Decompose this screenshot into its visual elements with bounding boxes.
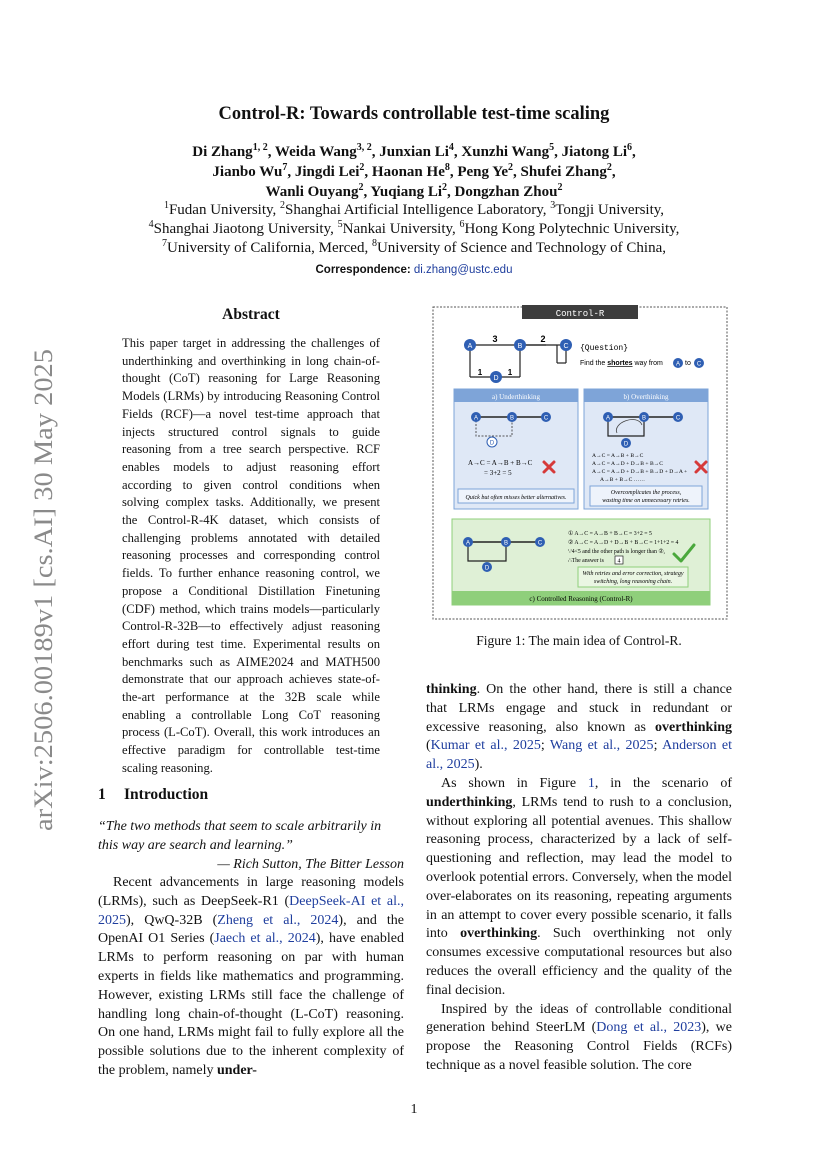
arxiv-id: arXiv:2506.00189v1 [cs.AI] 30 May 2025 <box>29 390 58 831</box>
author-affiliation-number: 2 <box>359 162 365 173</box>
svg-text:4: 4 <box>617 558 621 565</box>
affiliation-name: University of Science and Technology of China <box>376 240 663 256</box>
paper-title: Control-R: Towards controllable test-time scaling <box>218 104 610 124</box>
epigraph-attribution: — Rich Sutton, The Bitter Lesson <box>217 857 404 872</box>
svg-text:C: C <box>543 415 549 422</box>
author-affiliation-number: 2 <box>442 182 447 193</box>
author-name: Dongzhan Zhou <box>454 184 558 200</box>
affiliation-name: Shanghai Jiaotong University <box>153 221 331 237</box>
author-name: Junxian Li <box>379 144 449 160</box>
page-number: 1 <box>410 1102 418 1117</box>
svg-text:wasting time on unnecessary re: wasting time on unnecessary retries. <box>602 498 690 504</box>
epigraph <box>98 817 404 874</box>
intro-paragraph: As shown in Figure 1, in the scenario of underthinking, LRMs tend to rush to a conclusion, without exploring all potential avenues. This shallow reasoning process, characterized by a lack of self-questioning and reflection, may lead the model to overlook potential errors. Conversely, when the model over-elaborates on its reasoning, repeating arguments in an attempt to cover every possible scenario, it falls into overthinking. Such overthinking not only consumes excessive computational resources but also reduces the overall efficiency and the quality of the final decision. <box>426 775 733 998</box>
author-affiliation-number: 2 <box>557 182 563 193</box>
svg-text:A: A <box>465 540 471 547</box>
affiliation-line-2: $^4$Shanghai Jiaotong University, $^5$Nankai University, $^6$Hong Kong Polytechnic University, <box>148 219 680 237</box>
svg-text:D: D <box>623 441 629 448</box>
author-affiliation-number: 6 <box>627 142 633 153</box>
svg-text:C: C <box>537 540 543 547</box>
affiliation-name: University of California, Merced <box>167 240 365 256</box>
question-text: Find the shortes way from <box>580 360 663 367</box>
svg-text:1: 1 <box>477 368 483 377</box>
correspondence-label: Correspondence: <box>315 264 411 276</box>
svg-text:A→C = A→B + B→C: A→C = A→B + B→C <box>592 453 644 459</box>
author-name: Weida Wang <box>274 144 357 160</box>
svg-text:∴The answer is: ∴The answer is <box>568 558 604 564</box>
author-affiliation-number: 2 <box>358 182 364 193</box>
figure-1 <box>432 305 728 621</box>
author-name: Jiatong Li <box>561 144 628 160</box>
figure-ref-link[interactable]: 1 <box>587 775 595 791</box>
svg-text:C: C <box>563 343 569 350</box>
panel-b-title: b) Overthinking <box>623 393 669 401</box>
svg-text:2: 2 <box>540 334 546 344</box>
affiliation-name: Tongji University <box>555 202 661 218</box>
svg-text:A: A <box>467 343 473 350</box>
svg-text:A→C = A→B + B→C: A→C = A→B + B→C <box>468 459 533 467</box>
affiliation-number: 3 <box>550 200 556 211</box>
citation-link[interactable]: Jaech et al., 2024 <box>214 931 316 947</box>
author-list <box>100 142 728 202</box>
svg-text:A: A <box>473 415 479 422</box>
author-name: Haonan He <box>371 164 445 180</box>
author-affiliation-number: 2 <box>606 162 612 173</box>
author-affiliation-number: 2 <box>508 162 514 173</box>
figure-caption: Figure 1: The main idea of Control-R. <box>476 633 682 648</box>
author-name: Jingdi Lei <box>294 164 360 180</box>
svg-text:C: C <box>675 415 681 422</box>
svg-text:C: C <box>696 361 702 368</box>
svg-text:D: D <box>484 565 490 572</box>
svg-text:B: B <box>503 540 509 547</box>
author-affiliation-number: 4 <box>448 142 454 153</box>
author-name: Xunzhi Wang <box>461 144 550 160</box>
affiliation-name: Nankai University <box>342 221 453 237</box>
author-affiliation-number: 3, 2 <box>356 142 372 153</box>
author-name: Shufei Zhang <box>520 164 607 180</box>
svg-text:D: D <box>493 375 499 382</box>
section-title: Introduction <box>124 786 209 803</box>
correspondence-email[interactable]: di.zhang@ustc.edu <box>413 264 513 276</box>
svg-text:A: A <box>675 361 681 368</box>
affiliation-line-3: $^7$University of California, Merced, $^8$University of Science and Technology of China, <box>162 238 666 256</box>
svg-text:3: 3 <box>492 334 498 344</box>
panel-a-title: a) Underthinking <box>491 393 541 401</box>
panel-a-note: Quick but often misses better alternatives. <box>465 495 567 501</box>
svg-text:D: D <box>489 440 495 447</box>
svg-text:to: to <box>685 360 691 367</box>
affiliation-line-1: $^1$Fudan University, $^2$Shanghai Artificial Intelligence Laboratory, $^3$Tongji University, <box>163 200 665 218</box>
svg-text:With retries and error correct: With retries and error correction, strategy <box>582 571 684 577</box>
figure-header-text: Control-R <box>555 309 605 319</box>
panel-c-title: c) Controlled Reasoning (Control-R) <box>529 595 633 603</box>
citation-link[interactable]: Zheng et al., 2024 <box>217 912 339 928</box>
citation-link[interactable]: Dong et al., 2023 <box>596 1020 702 1036</box>
svg-text:A→C = A→D + D→B + B→C: A→C = A→D + D→B + B→C <box>592 461 664 467</box>
affiliation-number: 4 <box>148 219 154 230</box>
svg-text:A: A <box>605 415 611 422</box>
citation-link[interactable]: Wang et al., 2025 <box>549 738 654 754</box>
intro-paragraph: thinking. On the other hand, there is still a chance that LRMs engage and stuck in redundant or excessive reasoning, also known as overthinking (Kumar et al., 2025; Wang et al., 2025; Anderson et al., 2025). <box>426 682 732 773</box>
svg-text:= 3+2 = 5: = 3+2 = 5 <box>484 469 512 477</box>
author-line-3: Wanli Ouyang$^2$, Yuqiang Li$^2$, Dongzhan Zhou$^2$ <box>265 182 563 200</box>
arxiv-watermark <box>6 345 72 835</box>
affiliation-name: Shanghai Artificial Intelligence Laboratory <box>285 202 543 218</box>
intro-paragraph: Inspired by the ideas of controllable conditional generation behind SteerLM (Dong et al., 2023), we propose the Reasoning Control Fields (RCFs) technique as a novel feasible solution. The core <box>426 1001 732 1073</box>
affiliation-number: 6 <box>459 219 465 230</box>
author-name: Yuqiang Li <box>370 184 442 200</box>
svg-text:② A→C = A→D + D→B + B→C = 1+1+: ② A→C = A→D + D→B + B→C = 1+1+2 = 4 <box>568 540 679 546</box>
author-line-2: Jianbo Wu$^7$, Jingdi Lei$^2$, Haonan He$^8$, Peng Ye$^2$, Shufei Zhang$^2$, <box>212 162 616 180</box>
svg-text:∵4<5 and the other path is lon: ∵4<5 and the other path is longer than ②, <box>568 549 665 555</box>
citation-link[interactable]: Kumar et al., 2025 <box>430 738 541 754</box>
svg-text:B: B <box>641 415 647 422</box>
abstract-text: This paper target in addressing the challenges of underthinking and overthinking in long chain-of-thought (CoT) reasoning for Large Reasoning Models (LRMs) by introducing Reasoning Control Fields (RCF)—a novel test-time approach that injects structured control signals to guide reasoning from a tree search perspective. RCF enables models to adjust reasoning effort according to given control conditions when solving complex tasks. Additionally, we present the Control-R-4K dataset, which consists of challenging problems annotated with detailed reasoning processes and corresponding control fields. To further enhance reasoning control, we propose a Conditional Distillation Finetuning (CDF) method, which trains models—particularly Control-R-32B—to effectively adjust reasoning effort during test time. Experimental results on benchmarks such as AIME2024 and MATH500 demonstrate that our approach achieves state-of-the-art performance at the 32B scale while enabling a controllable Long CoT reasoning process (L-CoT). Overall, this work introduces an effective paradigm for controllable test-time scaling reasoning. <box>122 336 380 775</box>
svg-text:switching, long reasoning chai: switching, long reasoning chain. <box>593 579 673 585</box>
svg-text:B: B <box>509 415 515 422</box>
affiliation-number: 7 <box>162 238 167 249</box>
citation-link[interactable]: DeepSeek-AI et al., 2025 <box>98 893 404 928</box>
svg-text:Overcomplicates the process,: Overcomplicates the process, <box>610 490 682 496</box>
author-name: Peng Ye <box>457 164 509 180</box>
svg-text:B: B <box>517 343 523 350</box>
abstract-heading: Abstract <box>222 306 280 323</box>
intro-right-column <box>426 681 732 1076</box>
correspondence <box>0 262 828 277</box>
svg-text:① A→C = A→B + B→C = 3+2 = 5: ① A→C = A→B + B→C = 3+2 = 5 <box>568 531 652 537</box>
svg-text:A→C = A→D + D→B + B→D + D→A +: A→C = A→D + D→B + B→D + D→A + <box>592 469 688 475</box>
author-affiliation-number: 1, 2 <box>252 142 268 153</box>
affiliation-list <box>60 201 768 258</box>
author-name: Jianbo Wu <box>212 164 283 180</box>
author-affiliation-number: 7 <box>282 162 288 173</box>
author-affiliation-number: 5 <box>549 142 555 153</box>
affiliation-name: Hong Kong Polytechnic University <box>464 221 676 237</box>
affiliation-number: 8 <box>371 238 377 249</box>
epigraph-text: “The two methods that seem to scale arbitrarily in this way are search and learning.” <box>98 819 382 853</box>
affiliation-number: 2 <box>280 200 286 211</box>
intro-paragraph: Recent advancements in large reasoning models (LRMs), such as DeepSeek-R1 (DeepSeek-AI et al., 2025), QwQ-32B (Zheng et al., 2024), and the OpenAI O1 Series (Jaech et al., 2024), have enabled LRMs to perform reasoning on par with human experts in fields like mathematics and programming. However, existing LRMs still face the challenge of handling long chain-of-thought (L-CoT) reasoning. On one hand, LRMs might fail to fully explore all the possible solutions due to the inherent complexity of the problem, namely under- <box>98 875 404 1078</box>
svg-text:A→B + B→C ……: A→B + B→C …… <box>600 477 645 483</box>
section-number: 1 <box>98 786 106 803</box>
citation-link[interactable]: Anderson et al., 2025 <box>426 738 732 773</box>
intro-left-column <box>98 874 404 1081</box>
affiliation-number: 5 <box>337 219 343 230</box>
affiliation-number: 1 <box>163 200 169 211</box>
section-heading <box>98 786 208 804</box>
svg-text:1: 1 <box>507 368 513 377</box>
author-name: Wanli Ouyang <box>265 184 359 200</box>
affiliation-name: Fudan University <box>168 202 273 218</box>
author-name: Di Zhang <box>192 144 253 160</box>
question-label: {Question} <box>580 344 629 353</box>
author-affiliation-number: 8 <box>444 162 450 173</box>
author-line-1: Di Zhang$^{1, 2}$, Weida Wang$^{3, 2}$, Junxian Li$^4$, Xunzhi Wang$^5$, Jiatong Li$^6$, <box>192 142 636 160</box>
